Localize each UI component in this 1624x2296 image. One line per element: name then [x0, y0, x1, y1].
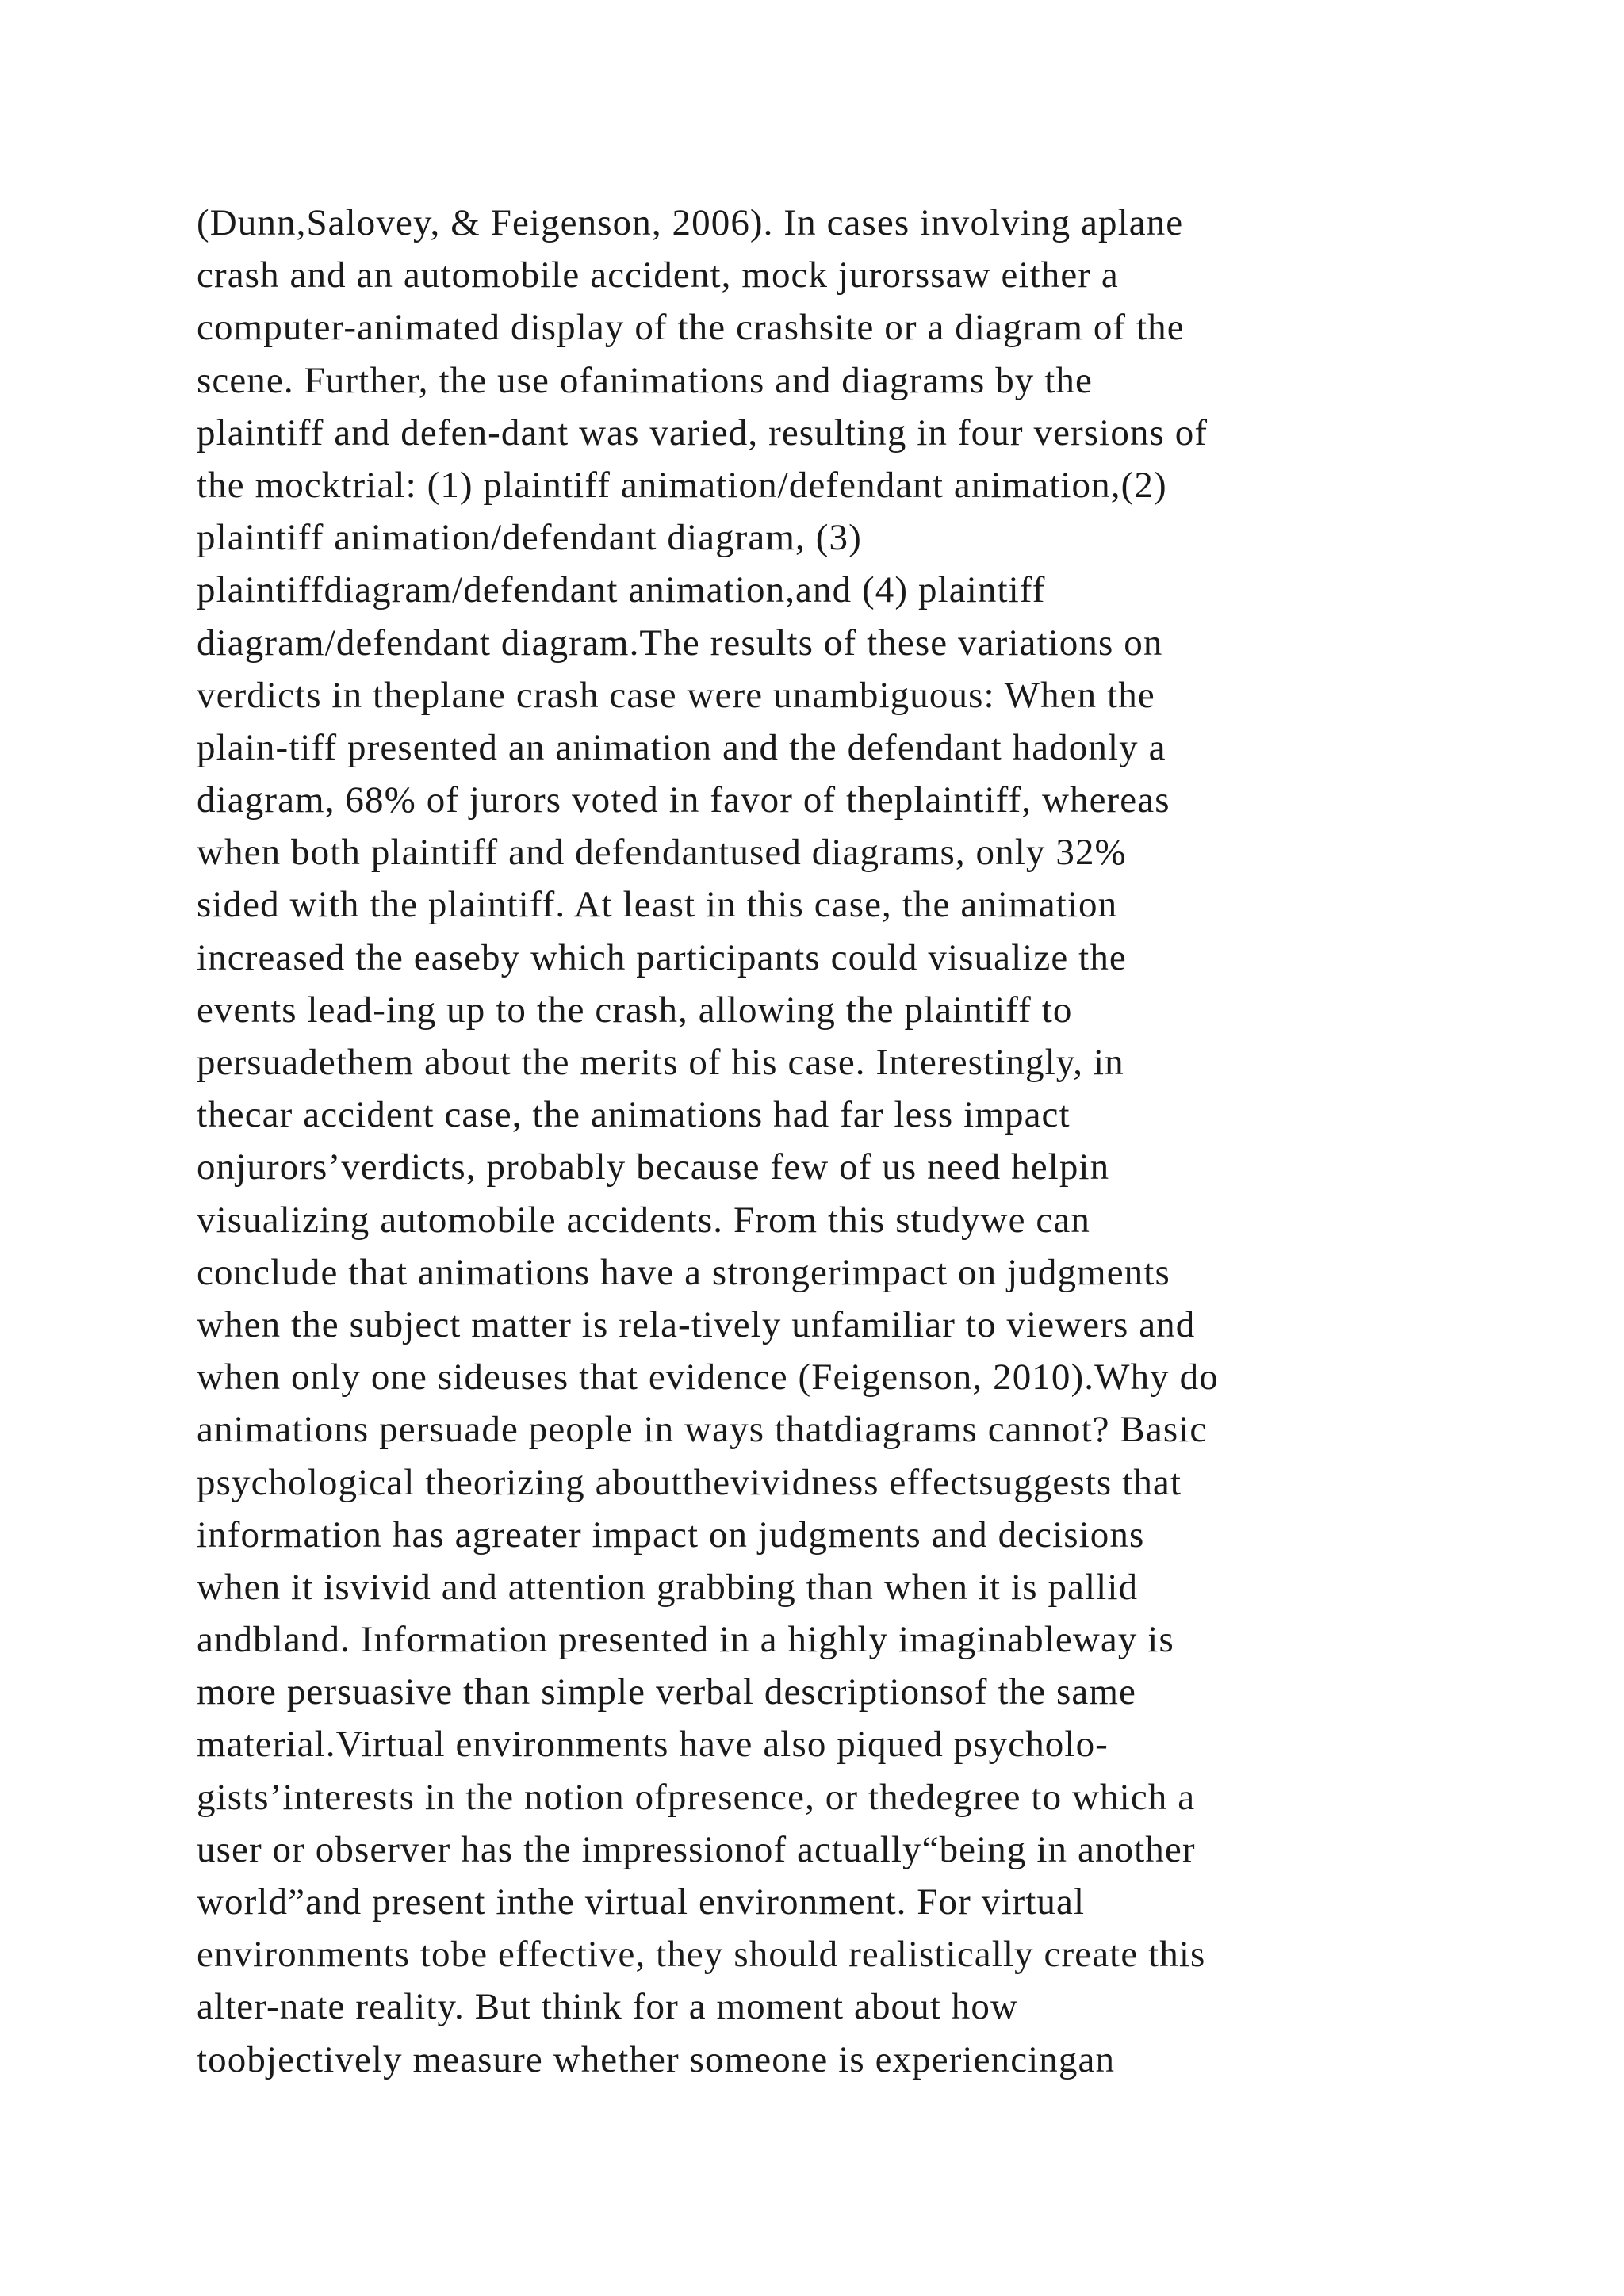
text-line: increased the easeby which participants could visualize the: [197, 936, 1127, 978]
text-line: onjurors’verdicts, probably because few of us need helpin: [197, 1146, 1110, 1188]
text-line: visualizing automobile accidents. From this studywe can: [197, 1199, 1090, 1241]
text-line: gists’interests in the notion ofpresence, or thedegree to which a: [197, 1776, 1196, 1818]
text-line: andbland. Information presented in a highly imaginableway is: [197, 1619, 1174, 1661]
body-text: [197, 197, 1465, 2086]
text-line: thecar accident case, the animations had far less impact: [197, 1094, 1071, 1136]
text-line: (Dunn,Salovey, & Feigenson, 2006). In cases involving aplane: [197, 202, 1184, 243]
text-line: conclude that animations have a strongerimpact on judgments: [197, 1251, 1170, 1293]
text-line: when it isvivid and attention grabbing than when it is pallid: [197, 1566, 1139, 1608]
text-line: psychological theorizing aboutthevividness effectsuggests that: [197, 1461, 1182, 1503]
text-line: more persuasive than simple verbal descriptionsof the same: [197, 1671, 1136, 1713]
text-line: scene. Further, the use ofanimations and diagrams by the: [197, 359, 1093, 401]
text-line: diagram/defendant diagram.The results of these variations on: [197, 622, 1163, 664]
text-line: crash and an automobile accident, mock jurorssaw either a: [197, 254, 1119, 297]
text-line: alter-nate reality. But think for a moment about how: [197, 1986, 1019, 2028]
text-line: plain-tiff presented an animation and the defendant hadonly a: [197, 726, 1166, 768]
text-line: events lead-ing up to the crash, allowing the plaintiff to: [197, 989, 1073, 1031]
text-line: world”and present inthe virtual environment. For virtual: [197, 1881, 1086, 1923]
text-line: verdicts in theplane crash case were unambiguous: When the: [197, 674, 1155, 716]
text-line: plaintiffdiagram/defendant animation,and (4) plaintiff: [197, 569, 1046, 611]
text-line: persuadethem about the merits of his case. Interestingly, in: [197, 1042, 1124, 1083]
text-line: plaintiff and defen-dant was varied, resulting in four versions of: [197, 411, 1208, 453]
text-line: toobjectively measure whether someone is experiencingan: [197, 2038, 1116, 2080]
text-line: information has agreater impact on judgments and decisions: [197, 1513, 1145, 1556]
text-line: sided with the plaintiff. At least in this case, the animation: [197, 884, 1118, 926]
text-line: animations persuade people in ways thatdiagrams cannot? Basic: [197, 1409, 1208, 1451]
text-line: environments tobe effective, they should realistically create this: [197, 1934, 1206, 1976]
text-line: computer-animated display of the crashsite or a diagram of the: [197, 307, 1185, 349]
text-line: material.Virtual environments have also piqued psycholo-: [197, 1724, 1109, 1766]
text-line: when the subject matter is rela-tively unfamiliar to viewers and: [197, 1303, 1196, 1345]
text-line: when both plaintiff and defendantused diagrams, only 32%: [197, 832, 1127, 874]
text-line: user or observer has the impressionof actually“being in another: [197, 1828, 1196, 1870]
text-line: when only one sideuses that evidence (Feigenson, 2010).Why do: [197, 1357, 1219, 1399]
text-line: diagram, 68% of jurors voted in favor of theplaintiff, whereas: [197, 779, 1170, 821]
text-line: the mocktrial: (1) plaintiff animation/defendant animation,(2): [197, 464, 1167, 506]
text-line: plaintiff animation/defendant diagram, (3): [197, 517, 862, 559]
